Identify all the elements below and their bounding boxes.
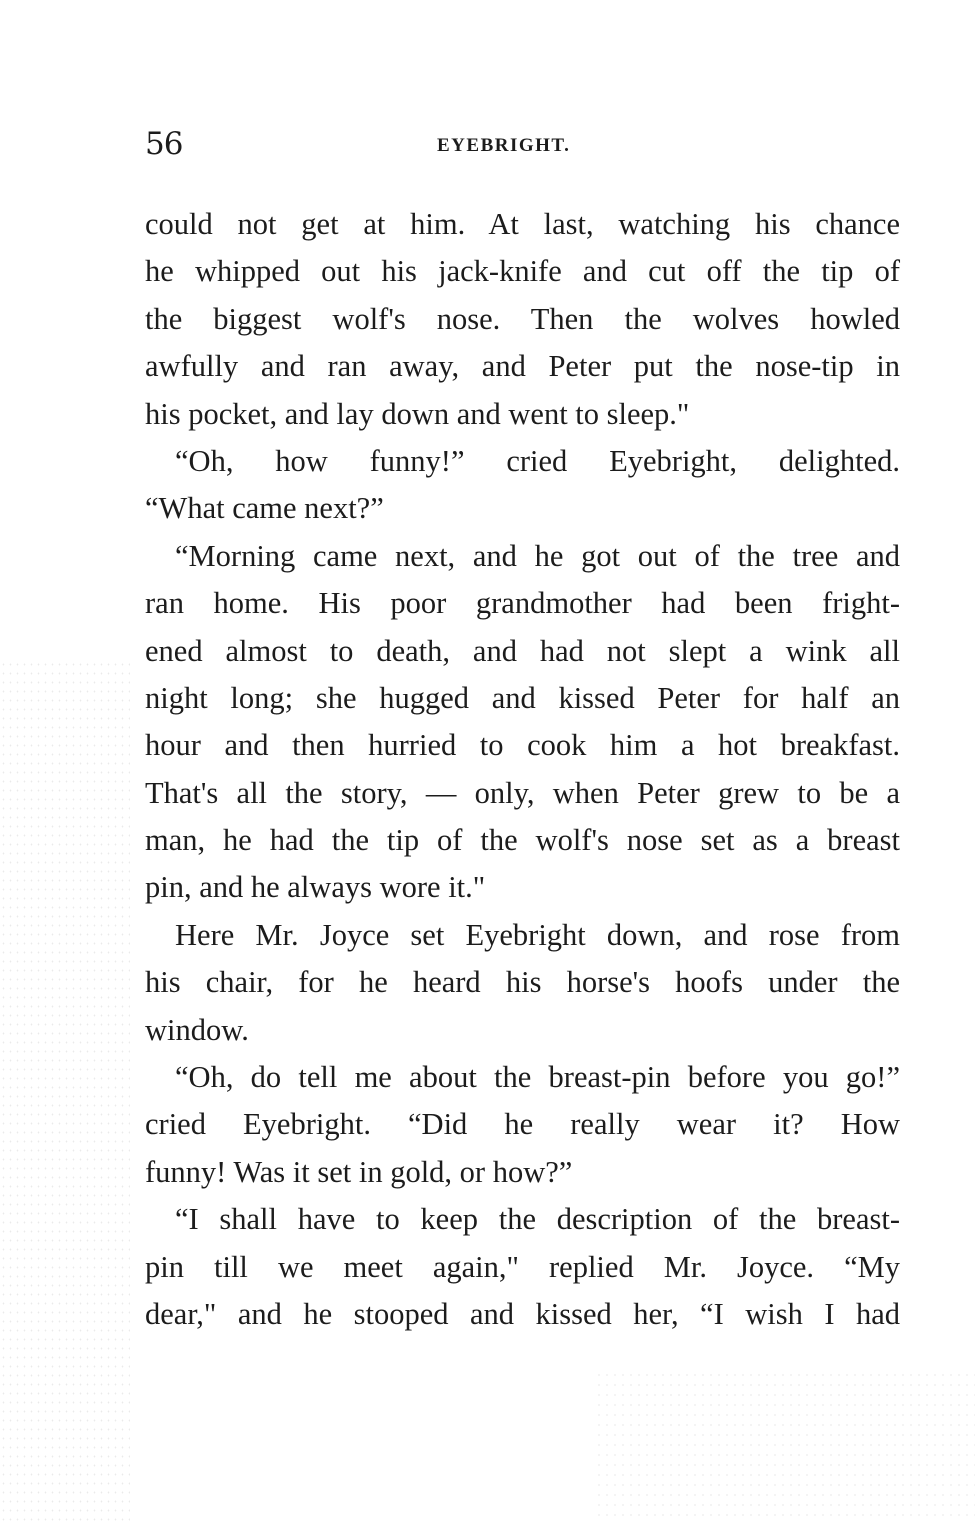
text-line: man, he had the tip of the wolf's nose set as a breast — [145, 823, 900, 858]
text-line: his pocket, and lay down and went to sleep." — [145, 396, 690, 431]
text-line: That's all the story, — only, when Peter grew to be a — [145, 775, 900, 810]
text-line: window. — [145, 1012, 249, 1047]
paper-texture — [595, 1370, 975, 1523]
paper-texture — [0, 660, 130, 1523]
text-line: he whipped out his jack-knife and cut off the tip of — [145, 254, 900, 289]
text-line: ran home. His poor grandmother had been fright- — [145, 586, 900, 621]
text-line: funny! Was it set in gold, or how?” — [145, 1154, 573, 1189]
text-line: “I shall have to keep the description of the breast- — [175, 1202, 900, 1237]
body-text — [145, 201, 900, 1338]
text-line: hour and then hurried to cook him a hot breakfast. — [145, 728, 900, 763]
text-line: cried Eyebright. “Did he really wear it? How — [145, 1107, 900, 1142]
text-line: pin, and he always wore it." — [145, 870, 486, 905]
text-line: could not get at him. At last, watching his chance — [145, 207, 900, 241]
text-line: the biggest wolf's nose. Then the wolves howled — [145, 301, 900, 336]
text-line: “Oh, do tell me about the breast-pin before you go!” — [175, 1060, 900, 1095]
text-line: dear," and he stooped and kissed her, “I wish I had — [145, 1296, 900, 1331]
text-line: night long; she hugged and kissed Peter for half an — [145, 680, 900, 715]
page-number: 56 — [145, 126, 183, 162]
text-line: pin till we meet again," replied Mr. Joyce. “My — [145, 1249, 900, 1284]
text-line: “Oh, how funny!” cried Eyebright, delighted. — [175, 443, 900, 478]
text-line: “Morning came next, and he got out of the tree and — [175, 538, 900, 573]
text-line: Here Mr. Joyce set Eyebright down, and rose from — [175, 917, 900, 952]
text-line: ened almost to death, and had not slept a wink all — [145, 633, 900, 668]
text-line: “What came next?” — [145, 491, 384, 526]
text-line: his chair, for he heard his horse's hoofs under the — [145, 965, 900, 1000]
running-head: EYEBRIGHT. — [437, 135, 571, 156]
page-header — [145, 122, 900, 166]
text-line: awfully and ran away, and Peter put the nose-tip in — [145, 349, 900, 384]
